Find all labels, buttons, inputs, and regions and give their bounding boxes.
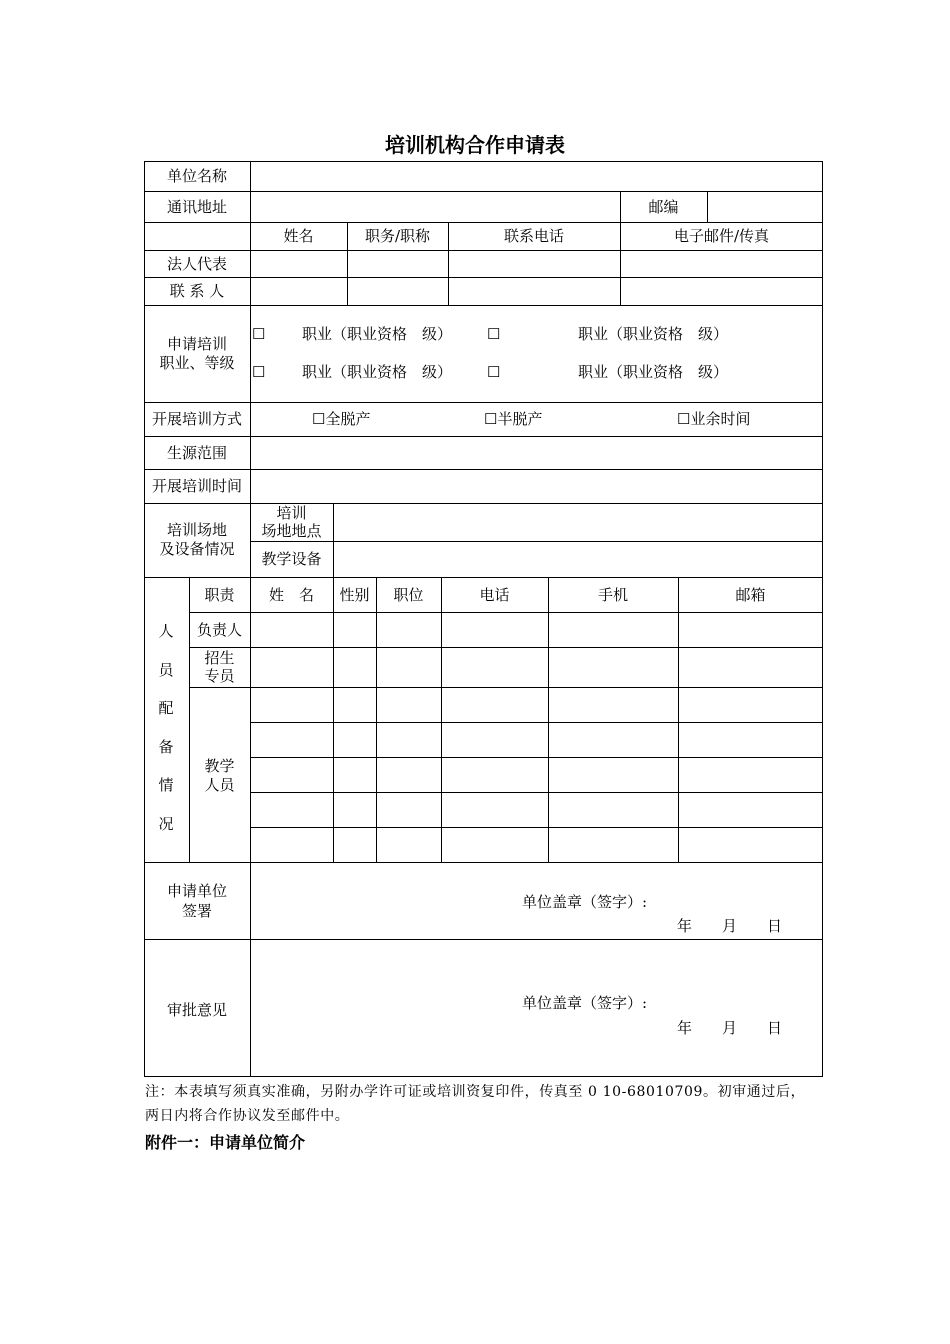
header-phone: 联系电话 bbox=[503, 227, 564, 245]
apply-checkbox-1[interactable]: ☐ bbox=[252, 325, 266, 343]
contact-person-label: 联 系 人 bbox=[169, 282, 225, 300]
staff-side-char: 情 bbox=[158, 776, 174, 794]
staff-header-gender: 性别 bbox=[339, 586, 370, 604]
apply-label-line2: 职业、等级 bbox=[159, 354, 235, 372]
staff-side-label bbox=[150, 612, 182, 843]
staff-header-name: 姓 名 bbox=[268, 586, 314, 604]
staff-leader-label: 负责人 bbox=[196, 621, 242, 639]
review-seal-text: 单位盖章（签字）: bbox=[522, 994, 648, 1012]
staff-header-phone: 电话 bbox=[479, 586, 510, 604]
staff-side-char: 配 bbox=[158, 699, 174, 717]
training-time-label: 开展培训时间 bbox=[151, 477, 242, 495]
legal-rep-label: 法人代表 bbox=[166, 255, 227, 273]
apply-option-3: 职业（职业资格 级） bbox=[302, 363, 453, 381]
review-label: 审批意见 bbox=[166, 1001, 227, 1019]
staff-side-char: 员 bbox=[158, 660, 174, 679]
mode-label: 开展培训方式 bbox=[151, 410, 242, 428]
staff-header-mobile: 手机 bbox=[597, 586, 628, 604]
address-label: 通讯地址 bbox=[166, 198, 227, 216]
sign-seal-text: 单位盖章（签字）: bbox=[522, 893, 648, 911]
unit-name-label: 单位名称 bbox=[166, 167, 227, 185]
sign-date: 年 月 日 bbox=[677, 917, 783, 935]
staff-side-char: 人 bbox=[158, 622, 174, 640]
apply-checkbox-4[interactable]: ☐ bbox=[487, 363, 501, 381]
staff-teacher-line1: 教学 bbox=[204, 757, 235, 775]
form-title: 培训机构合作申请表 bbox=[385, 133, 565, 157]
apply-option-2: 职业（职业资格 级） bbox=[578, 325, 729, 343]
apply-option-1: 职业（职业资格 级） bbox=[302, 325, 453, 343]
staff-header-duty: 职责 bbox=[204, 586, 235, 604]
header-position: 职务/职称 bbox=[364, 227, 431, 245]
staff-teacher-line2: 人员 bbox=[204, 776, 235, 794]
venue-label-line2: 及设备情况 bbox=[159, 540, 235, 558]
staff-header-position: 职位 bbox=[393, 586, 424, 604]
appendix-heading: 附件一：申请单位简介 bbox=[145, 1133, 306, 1152]
source-label: 生源范围 bbox=[166, 444, 227, 462]
staff-recruit-line2: 专员 bbox=[204, 667, 235, 685]
venue-site-line2: 场地地点 bbox=[261, 522, 322, 540]
staff-recruit-line1: 招生 bbox=[204, 649, 235, 667]
apply-checkbox-3[interactable]: ☐ bbox=[252, 363, 266, 381]
staff-side-char: 备 bbox=[158, 737, 174, 756]
apply-label-line1: 申请培训 bbox=[166, 335, 227, 353]
form-note: 注：本表填写须真实准确，另附办学许可证或培训资复印件，传真至 0 10-68010709。初审通过后，两日内将合作协议发至邮件中。 bbox=[145, 1084, 806, 1124]
sign-label-line2: 签署 bbox=[181, 902, 212, 920]
review-date: 年 月 日 bbox=[677, 1019, 783, 1037]
apply-checkbox-2[interactable]: ☐ bbox=[487, 325, 501, 343]
venue-site-line1: 培训 bbox=[276, 504, 307, 522]
mode-full-time-option[interactable]: ☐全脱产 bbox=[312, 410, 371, 428]
header-email-fax: 电子邮件/传真 bbox=[673, 227, 770, 245]
sign-label-line1: 申请单位 bbox=[166, 882, 227, 900]
postcode-label: 邮编 bbox=[648, 198, 679, 216]
mode-half-time-option[interactable]: ☐半脱产 bbox=[484, 410, 543, 428]
mode-spare-time-option[interactable]: ☐业余时间 bbox=[677, 410, 751, 428]
venue-label-line1: 培训场地 bbox=[166, 521, 227, 539]
staff-side-char: 况 bbox=[158, 814, 174, 833]
staff-header-email: 邮箱 bbox=[735, 586, 766, 604]
equipment-label: 教学设备 bbox=[261, 550, 322, 568]
header-name: 姓名 bbox=[283, 227, 314, 245]
apply-option-4: 职业（职业资格 级） bbox=[578, 363, 729, 381]
